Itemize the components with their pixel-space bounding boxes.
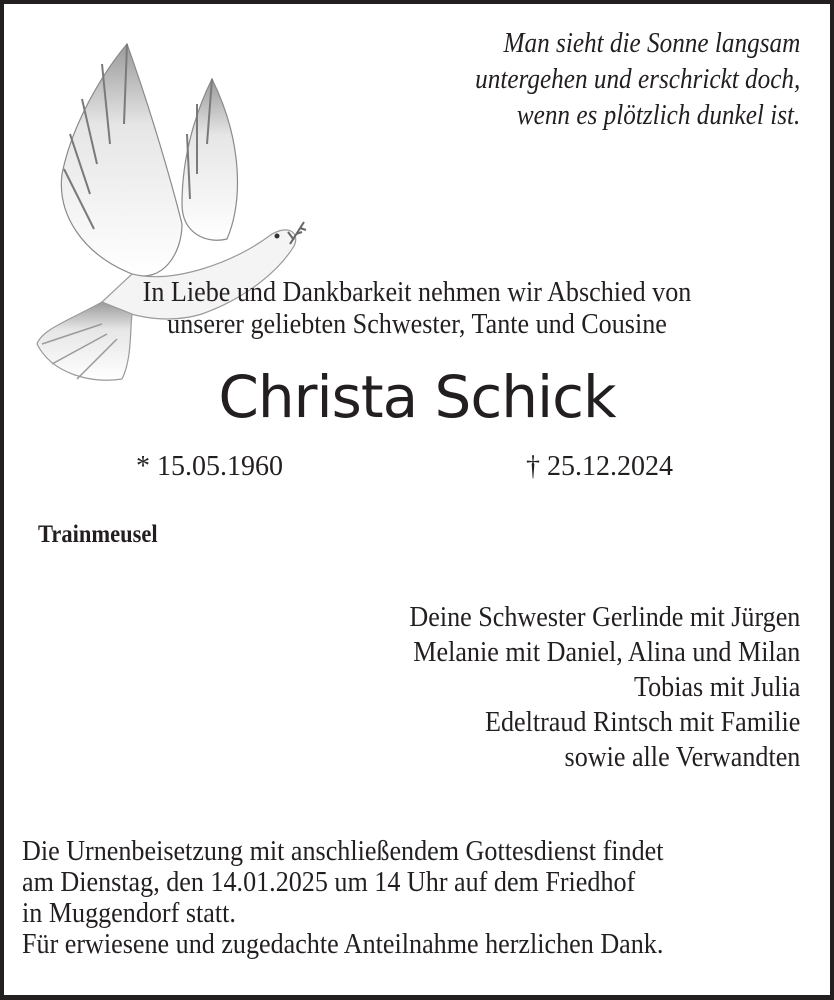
intro-line: unserer geliebten Schwester, Tante und Cousine: [167, 308, 667, 340]
quote: [475, 26, 800, 134]
mourner: Deine Schwester Gerlinde mit Jürgen: [409, 601, 800, 633]
quote-line: Man sieht die Sonne langsam: [503, 28, 800, 59]
town: Trainmeusel: [38, 521, 158, 548]
quote-line: untergehen und erschrickt doch,: [474, 64, 800, 95]
mourner: sowie alle Verwandten: [564, 741, 800, 773]
death-date: † 25.12.2024: [526, 451, 673, 482]
obituary-notice: [4, 4, 830, 995]
quote-line: wenn es plötzlich dunkel ist.: [516, 100, 800, 131]
deceased-name: Christa Schick: [218, 363, 616, 431]
mourner: Edeltraud Rintsch mit Familie: [484, 706, 800, 738]
service-line: Für erwiesene und zugedachte Anteilnahme herzlichen Dank.: [22, 928, 664, 960]
service-line: am Dienstag, den 14.01.2025 um 14 Uhr auf dem Friedhof: [22, 866, 636, 898]
service-line: Die Urnenbeisetzung mit anschließendem Gottesdienst findet: [22, 835, 664, 867]
dove-icon: [32, 34, 332, 414]
intro-text: [45, 276, 788, 340]
mourner: Tobias mit Julia: [633, 671, 800, 703]
birth-date: * 15.05.1960: [136, 451, 283, 482]
service-line: in Muggendorf statt.: [22, 897, 236, 929]
mourners-list: [409, 600, 800, 775]
service-info: [22, 836, 663, 960]
intro-line: In Liebe und Dankbarkeit nehmen wir Abschied von: [142, 276, 692, 308]
mourner: Melanie mit Daniel, Alina und Milan: [412, 636, 800, 668]
